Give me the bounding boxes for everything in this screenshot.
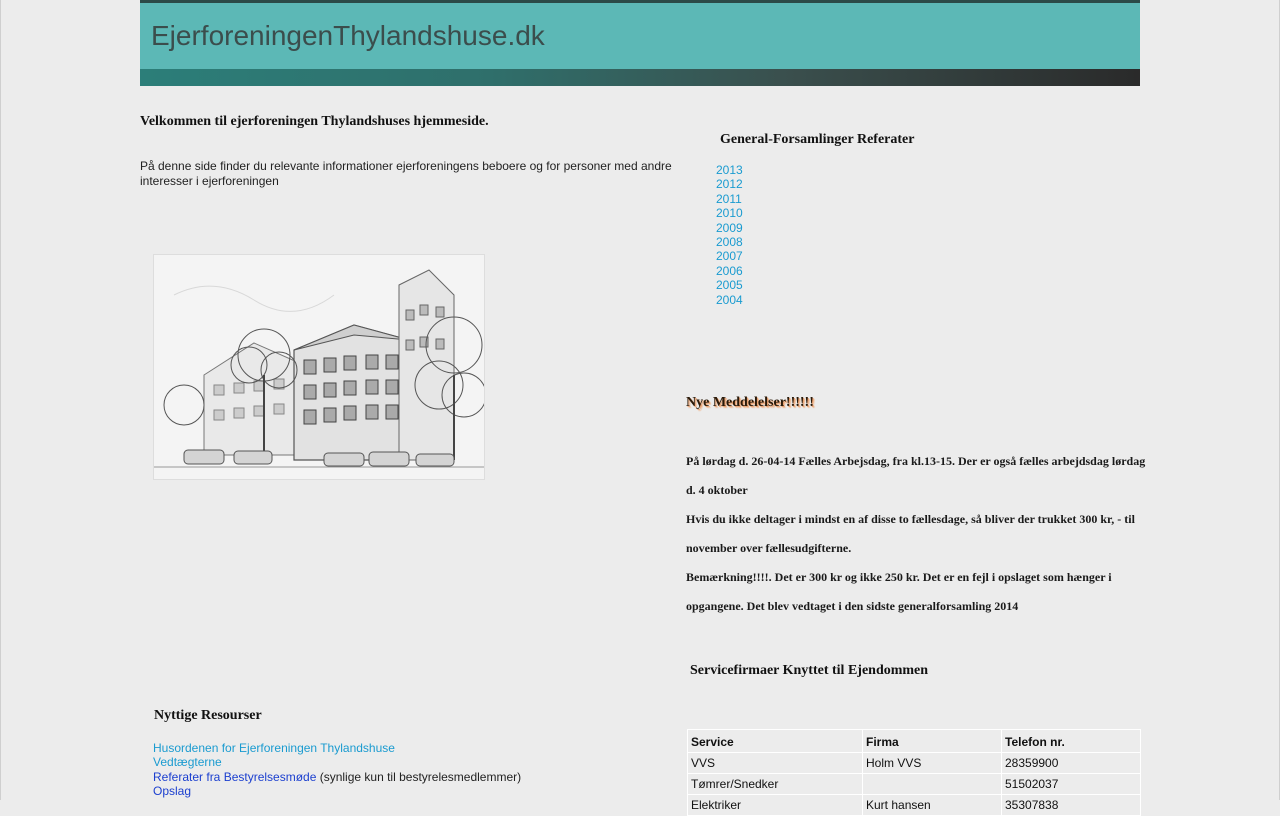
year-link-2010[interactable]: 2010 [716,206,743,221]
news-paragraph: Hvis du ikke deltager i mindst en af disse to fællesdage, så bliver der trukket 300 kr, - til november over fællesudgifterne. [686,512,1135,555]
header-gradient-strip [140,69,1140,86]
year-link-2004[interactable]: 2004 [716,292,743,307]
news-paragraph: Bemærkning!!!!. Det er 300 kr og ikke 250 kr. Det er en fejl i opslaget som hænger i opgangene. Det blev vedtaget i den sidste generalforsamling 2014 [686,570,1112,613]
general-assembly-year-list [716,163,743,307]
table-cell: VVS [688,753,863,774]
column-header-firma: Firma [863,730,1002,753]
table-cell: Holm VVS [863,753,1002,774]
year-link-2013[interactable]: 2013 [716,163,743,177]
list-item [153,770,521,784]
news-body [686,447,1146,621]
list-item [153,755,521,769]
header-band [140,3,1140,69]
house-sketch-icon [154,255,484,479]
service-table [687,729,1141,816]
year-link-2009[interactable]: 2009 [716,220,743,235]
intro-text: På denne side finder du relevante informationer ejerforeningens beboere og for personer med andre interesser i ejerforeningen [140,159,672,188]
house-rules-link[interactable]: Husordenen for Ejerforeningen Thylandshuse [153,741,395,755]
year-link-2012[interactable]: 2012 [716,177,743,192]
list-item [153,741,521,755]
site-title: EjerforeningenThylandshuse.dk [151,20,545,51]
news-paragraph: På lørdag d. 26-04-14 Fælles Arbejsdag, fra kl.13-15. Der er også fælles arbejdsdag lørdag d. 4 oktober [686,454,1146,497]
page-border-left [0,0,1,800]
service-heading: Servicefirmaer Knyttet til Ejendommen [690,663,929,678]
column-header-service: Service [688,730,863,753]
table-cell: Kurt hansen [863,795,1002,816]
year-link-2006[interactable]: 2006 [716,263,743,278]
general-assembly-heading: General-Forsamlinger Referater [720,132,915,147]
year-link-2008[interactable]: 2008 [716,235,743,250]
table-row [688,753,1141,774]
year-link-2011[interactable]: 2011 [716,191,742,206]
table-cell: 35307838 [1002,795,1141,816]
house-sketch-photo [153,254,485,480]
table-cell: 28359900 [1002,753,1141,774]
year-link-2005[interactable]: 2005 [716,278,743,293]
table-row [688,774,1141,795]
bylaws-link[interactable]: Vedtægterne [153,755,222,770]
resources-list [153,741,521,799]
welcome-heading: Velkommen til ejerforeningen Thylandshuses hjemmeside. [140,114,489,129]
resources-heading: Nyttige Resourser [154,708,262,723]
table-cell: Elektriker [688,795,863,816]
table-header-row [688,730,1141,753]
table-cell: Tømrer/Snedker [688,774,863,795]
notices-link[interactable]: Opslag [153,784,192,799]
year-link-2007[interactable]: 2007 [716,249,743,264]
board-minutes-link[interactable]: Referater fra Bestyrelsesmøde [153,769,317,784]
board-minutes-note: (synlige kun til bestyrelesmedlemmer) [316,769,522,784]
list-item [153,784,521,798]
table-row [688,795,1141,816]
news-heading: Nye Meddelelser!!!!!! [686,395,814,410]
table-cell [863,774,1002,795]
site-header [140,0,1140,86]
column-header-telefon: Telefon nr. [1002,730,1141,753]
table-cell: 51502037 [1002,774,1141,795]
